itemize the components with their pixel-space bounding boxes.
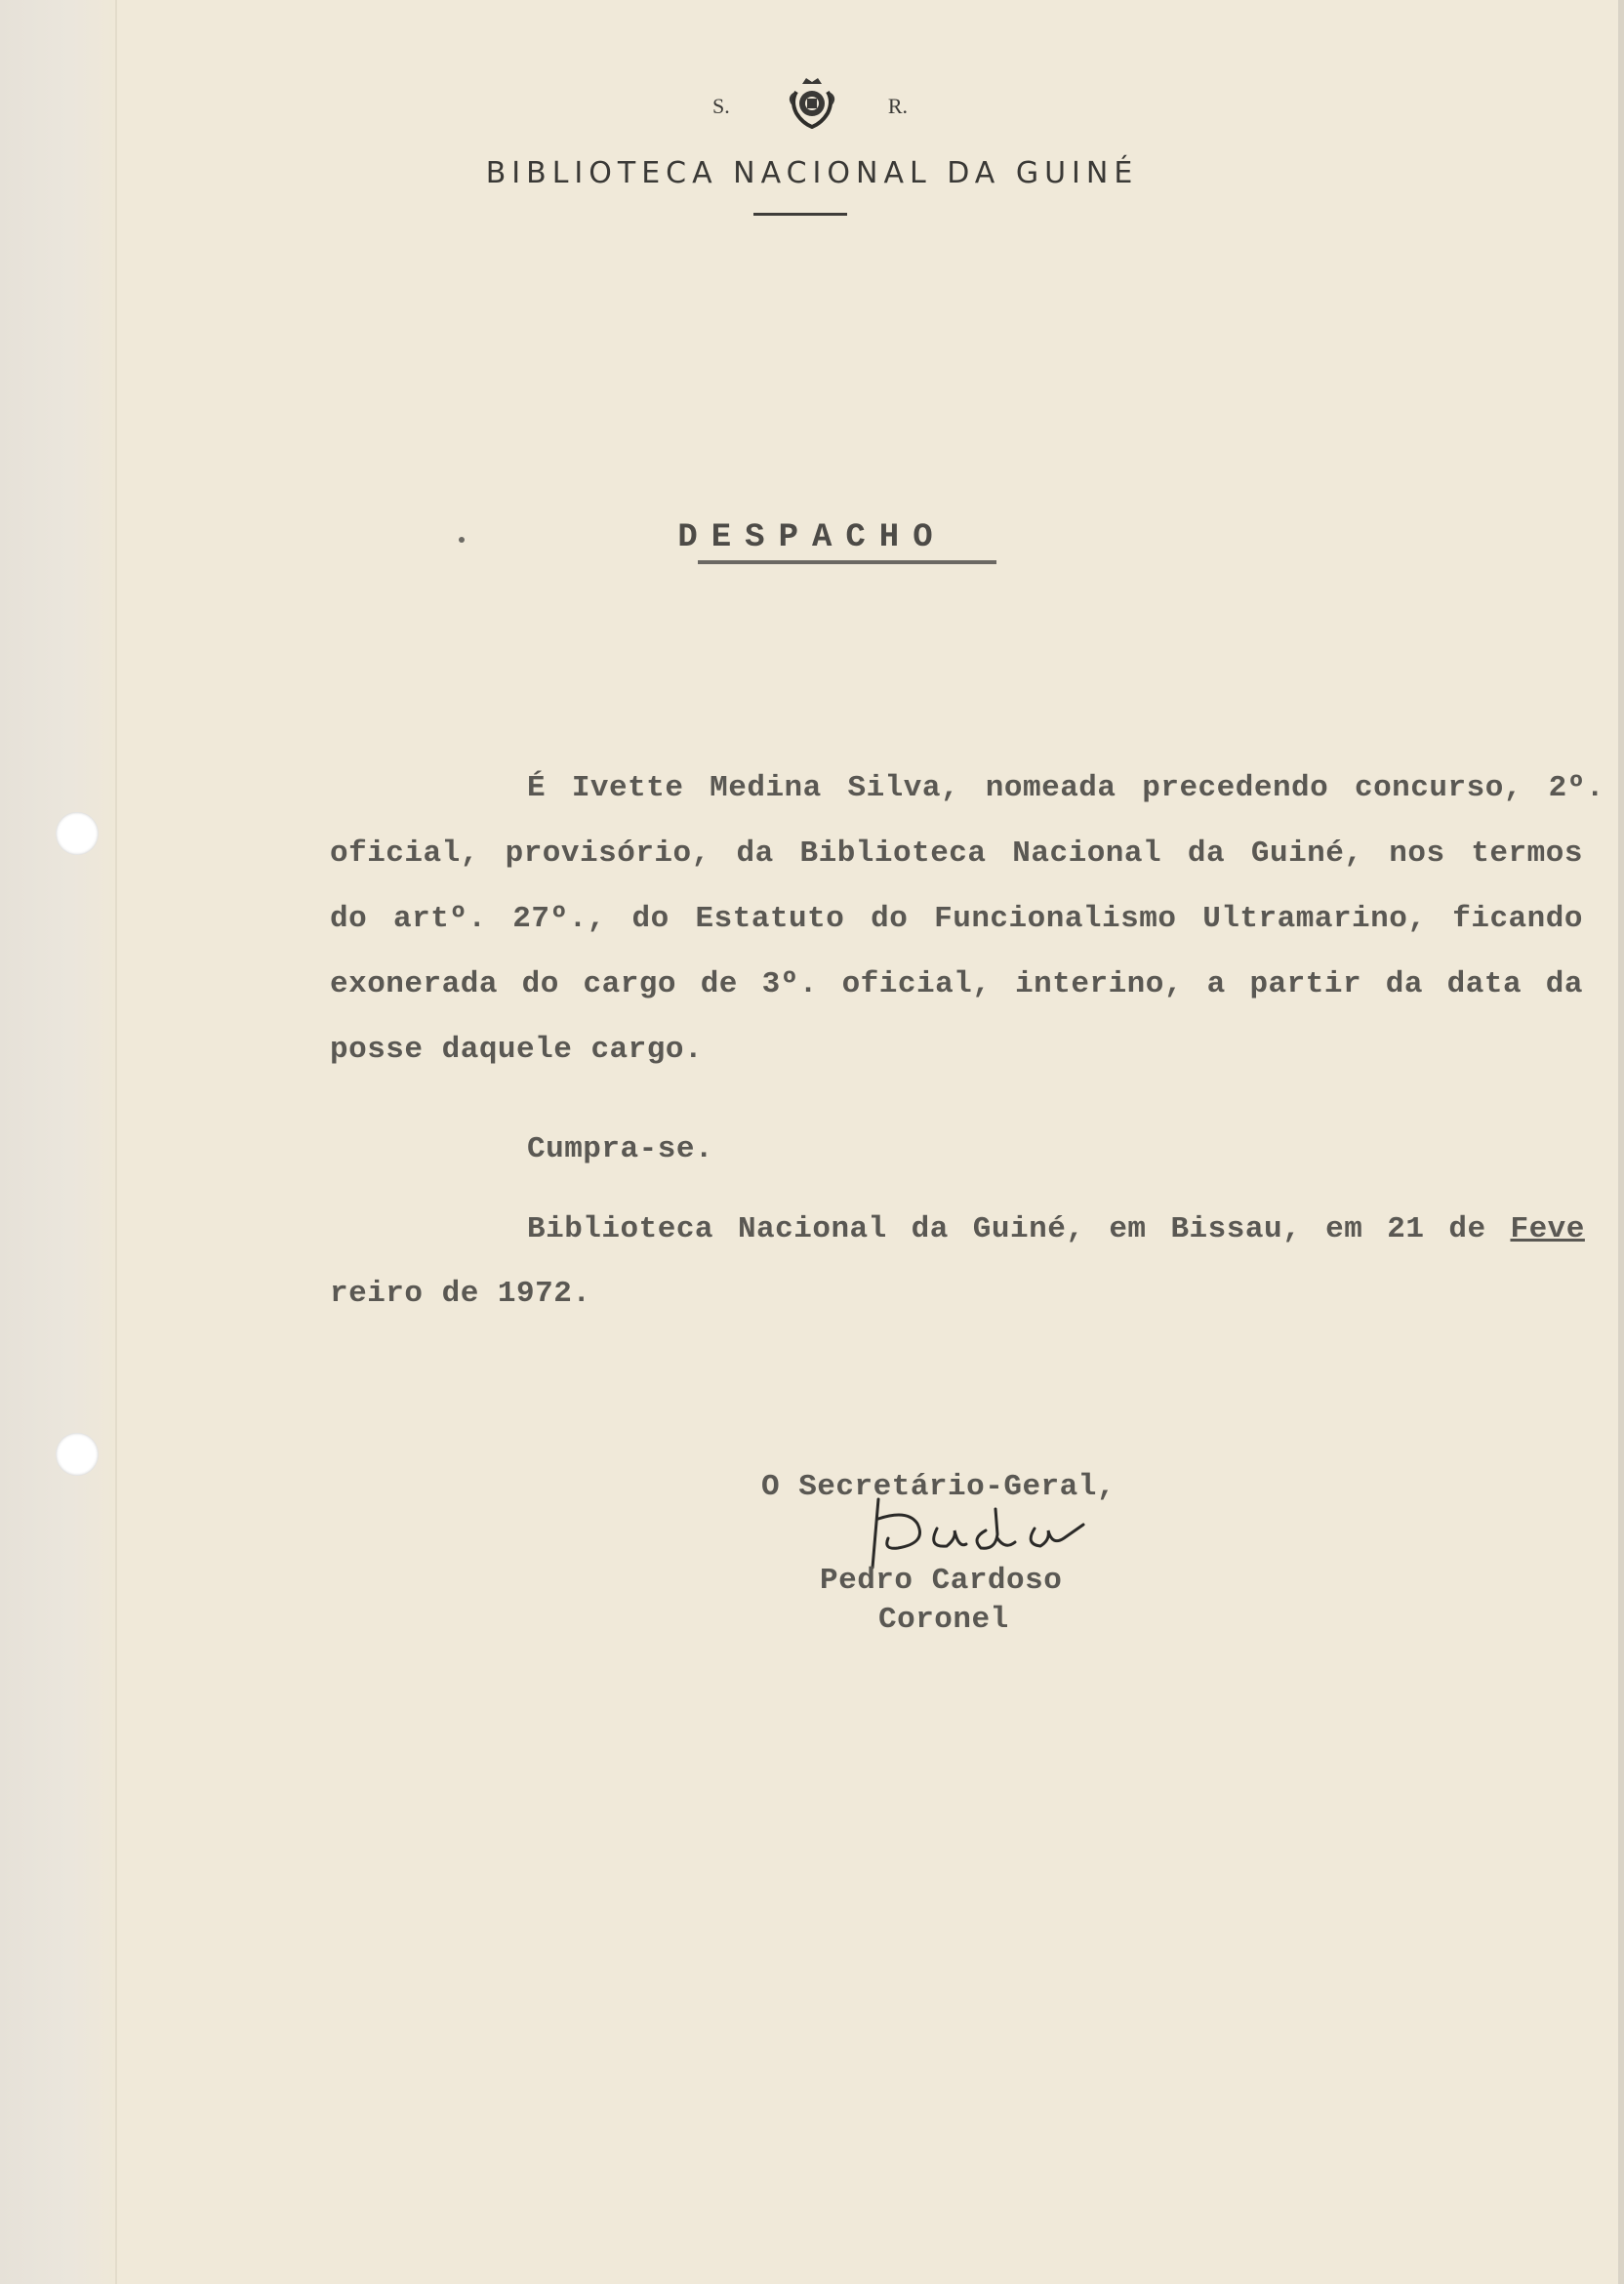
coat-of-arms-icon	[789, 74, 835, 129]
signatory-role: O Secretário-Geral,	[761, 1470, 1116, 1504]
title-underline	[753, 213, 847, 216]
signatory-rank: Coronel	[878, 1603, 1009, 1637]
body-line-1: É Ivette Medina Silva, nomeada precedendo concurso, 2º.	[527, 771, 1604, 805]
document-title: DESPACHO	[677, 519, 947, 556]
left-margin-strip	[0, 0, 117, 2284]
institution-name: BIBLIOTECA NACIONAL DA GUINÉ	[485, 156, 1139, 190]
signatory-name: Pedro Cardoso	[820, 1564, 1063, 1598]
letterhead-left-mark: S.	[712, 94, 730, 118]
punch-hole	[56, 812, 99, 855]
body-line-2: oficial, provisório, da Biblioteca Nacional da Guiné, nos termos	[330, 836, 1583, 871]
punch-hole	[56, 1433, 99, 1476]
fold-line	[115, 0, 117, 2284]
letterhead-marks	[683, 90, 937, 129]
document-title-underline	[698, 560, 996, 564]
body-line-4: exonerada do cargo de 3º. oficial, interino, a partir da data da	[330, 967, 1583, 1001]
right-edge	[1618, 0, 1624, 2284]
place-date-line-2: reiro de 1972.	[330, 1277, 591, 1311]
body-line-3: do artº. 27º., do Estatuto do Funcionalismo Ultramarino, ficando	[330, 902, 1583, 936]
body-line-5: posse daquele cargo.	[330, 1033, 704, 1067]
signature-block	[751, 1470, 1259, 1665]
place-date-line-1: Biblioteca Nacional da Guiné, em Bissau, em 21 de Feve	[527, 1212, 1585, 1246]
closing-formula: Cumpra-se.	[527, 1132, 714, 1166]
letterhead-right-mark: R.	[887, 94, 908, 118]
handwritten-signature	[849, 1480, 1103, 1577]
